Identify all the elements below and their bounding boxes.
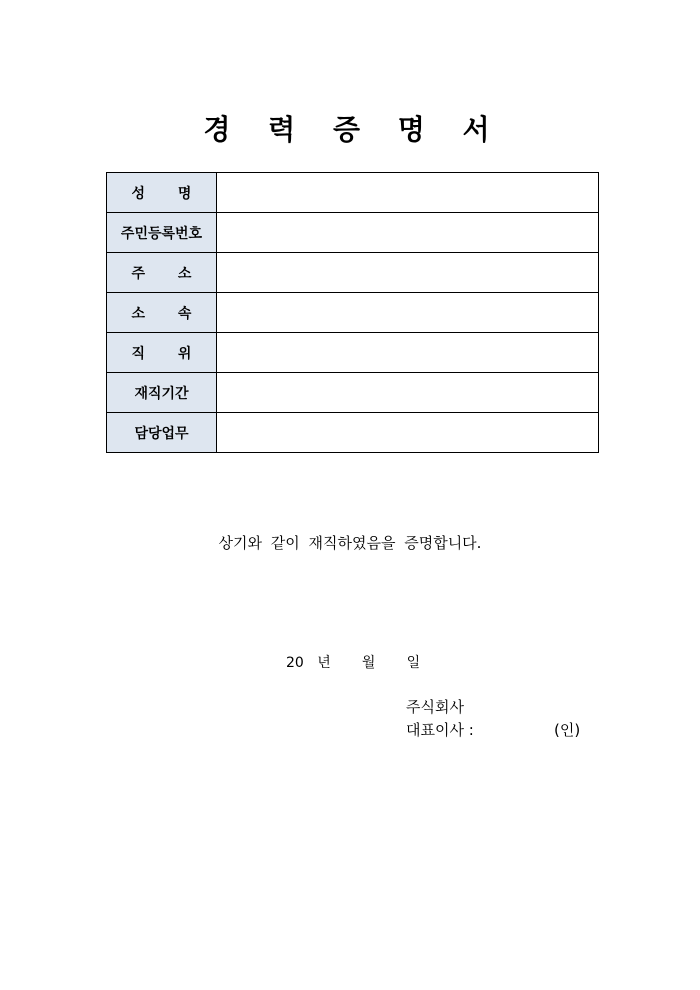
seal-mark: (인) [554, 721, 581, 739]
employment-period-label [107, 373, 217, 413]
employment-period-label-text: 재직기간 [134, 385, 189, 402]
table-row [107, 413, 599, 453]
certification-statement: 상기와 같이 재직하였음을 증명합니다. [218, 534, 482, 552]
document-title: 경 력 증 명 서 [203, 113, 504, 146]
table-row [107, 253, 599, 293]
address-label-text: 주 소 [131, 265, 192, 282]
table-row [107, 373, 599, 413]
info-table [106, 172, 599, 453]
duties-label [107, 413, 217, 453]
table-row [107, 293, 599, 333]
address-value[interactable] [217, 253, 599, 293]
day-unit: 일 [406, 655, 421, 671]
affiliation-label-text: 소 속 [131, 305, 192, 322]
ceo-line [406, 719, 586, 740]
name-label-text: 성 명 [131, 185, 192, 202]
affiliation-value[interactable] [217, 293, 599, 333]
position-value[interactable] [217, 333, 599, 373]
table-row [107, 213, 599, 253]
month-unit: 월 [361, 655, 376, 671]
resident-number-label [107, 213, 217, 253]
year-prefix: 20 [286, 655, 304, 671]
duties-value[interactable] [217, 413, 599, 453]
name-label [107, 173, 217, 213]
resident-number-label-text: 주민등록번호 [120, 225, 203, 242]
affiliation-label [107, 293, 217, 333]
issue-date [286, 652, 420, 672]
company-name: 주식회사 [406, 698, 464, 716]
position-label-text: 직 위 [131, 345, 192, 362]
year-unit: 년 [317, 655, 331, 671]
duties-label-text: 담당업무 [134, 425, 189, 442]
table-row [107, 173, 599, 213]
ceo-label: 대표이사 : [406, 721, 474, 739]
resident-number-value[interactable] [217, 213, 599, 253]
address-label [107, 253, 217, 293]
position-label [107, 333, 217, 373]
name-value[interactable] [217, 173, 599, 213]
employment-period-value[interactable] [217, 373, 599, 413]
table-row [107, 333, 599, 373]
